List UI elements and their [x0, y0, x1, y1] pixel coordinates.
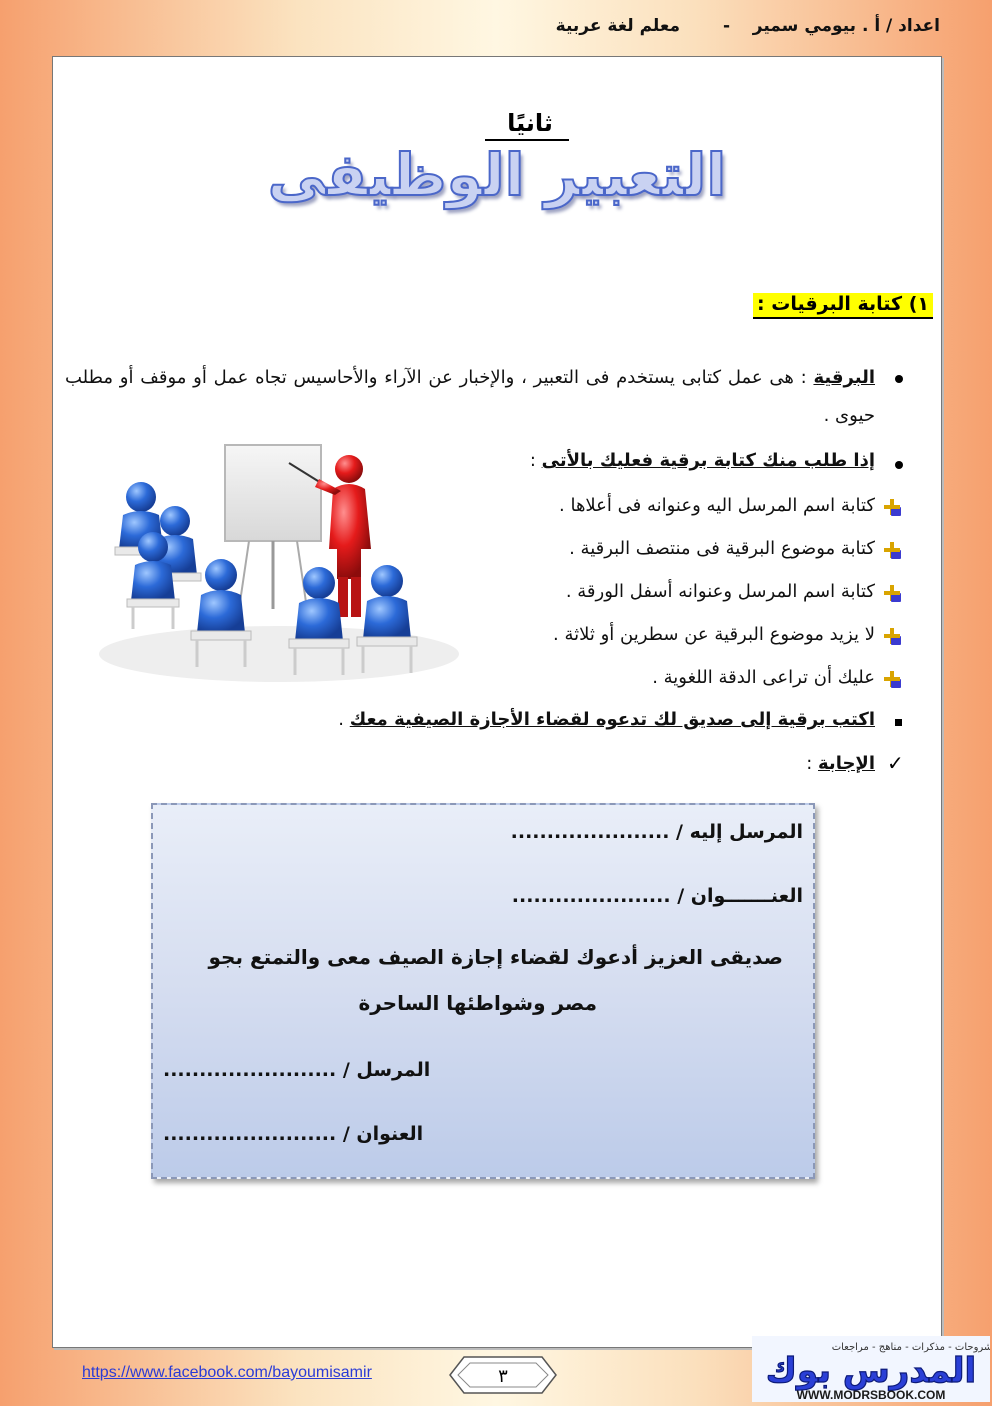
page-number: ٣	[498, 1366, 508, 1387]
answer-label: الإجابة	[818, 753, 875, 774]
page-number-badge	[448, 1355, 558, 1395]
telegram-answer-box	[151, 803, 815, 1179]
recipient-line: المرسل إليه / ......................	[510, 821, 803, 843]
definition-text: : هى عمل كتابى يستخدم فى التعبير ، والإخبار عن الآراء والأحاسيس تجاه عمل أو موقف أو مطلب حيوى .	[65, 367, 875, 426]
header-role: معلم لغة عربية	[555, 16, 680, 36]
logo-url: WWW.MODRSBOOK.COM	[796, 1388, 946, 1402]
header-dash: -	[722, 16, 730, 36]
sender-line: المرسل / ........................	[163, 1059, 431, 1081]
checkmark-icon: ✓	[887, 751, 904, 775]
header-author: اعداد / أ . بيومي سمير	[752, 16, 940, 36]
site-logo	[752, 1336, 990, 1402]
bullet-dot	[895, 461, 903, 469]
subtitle-heading: ثانيًا	[53, 109, 941, 141]
sender-address-line: العنوان / ........................	[163, 1123, 424, 1145]
exercise-prompt-line: اكتب برقية إلى صديق لك تدعوه لقضاء الأجازة الصيفية معك .	[338, 709, 875, 730]
instruction-item: كتابة اسم المرسل وعنوانه أسفل الورقة .	[565, 581, 875, 602]
plus-bullet-icon	[883, 541, 901, 559]
exercise-prompt: اكتب برقية إلى صديق لك تدعوه لقضاء الأجازة الصيفية معك	[349, 709, 875, 730]
square-bullet-icon	[895, 719, 902, 726]
instruction-item: لا يزيد موضوع البرقية عن سطرين أو ثلاثة .	[553, 624, 875, 645]
logo-tagline: شروحات - مذكرات - مناهج - مراجعات	[831, 1342, 990, 1353]
definition-term: البرقية	[813, 367, 875, 388]
plus-bullet-icon	[883, 584, 901, 602]
address-line: العنـــــــوان / ......................	[511, 885, 803, 907]
section-heading: ١) كتابة البرقيات :	[753, 293, 933, 319]
logo-title: المدرس بوك	[765, 1351, 977, 1391]
answer-label-line: الإجابة :	[806, 753, 875, 774]
telegram-body-line-2: مصر وشواطئها الساحرة	[358, 991, 597, 1015]
plus-bullet-icon	[883, 498, 901, 516]
definition-paragraph	[65, 359, 875, 435]
instruction-item: كتابة موضوع البرقية فى منتصف البرقية .	[569, 538, 875, 559]
instruction-item: كتابة اسم المرسل اليه وعنوانه فى أعلاها .	[559, 495, 875, 516]
plus-bullet-icon	[883, 670, 901, 688]
instructions-lead-line: إذا طلب منك كتابة برقية فعليك بالأتى :	[529, 450, 875, 471]
document-page	[52, 56, 942, 1348]
plus-bullet-icon	[883, 627, 901, 645]
bullet-dot	[895, 375, 903, 383]
page-title: التعبير الوظيفى	[267, 141, 727, 209]
presentation-illustration	[79, 429, 459, 689]
instruction-item: عليك أن تراعى الدقة اللغوية .	[652, 667, 875, 688]
facebook-link[interactable]: https://www.facebook.com/bayoumisamir	[82, 1364, 372, 1381]
telegram-body-line-1: صديقى العزيز أدعوك لقضاء إجازة الصيف معى والتمتع بجو	[208, 945, 783, 969]
page-header	[0, 0, 992, 52]
instructions-lead: إذا طلب منك كتابة برقية فعليك بالأتى	[541, 450, 875, 471]
